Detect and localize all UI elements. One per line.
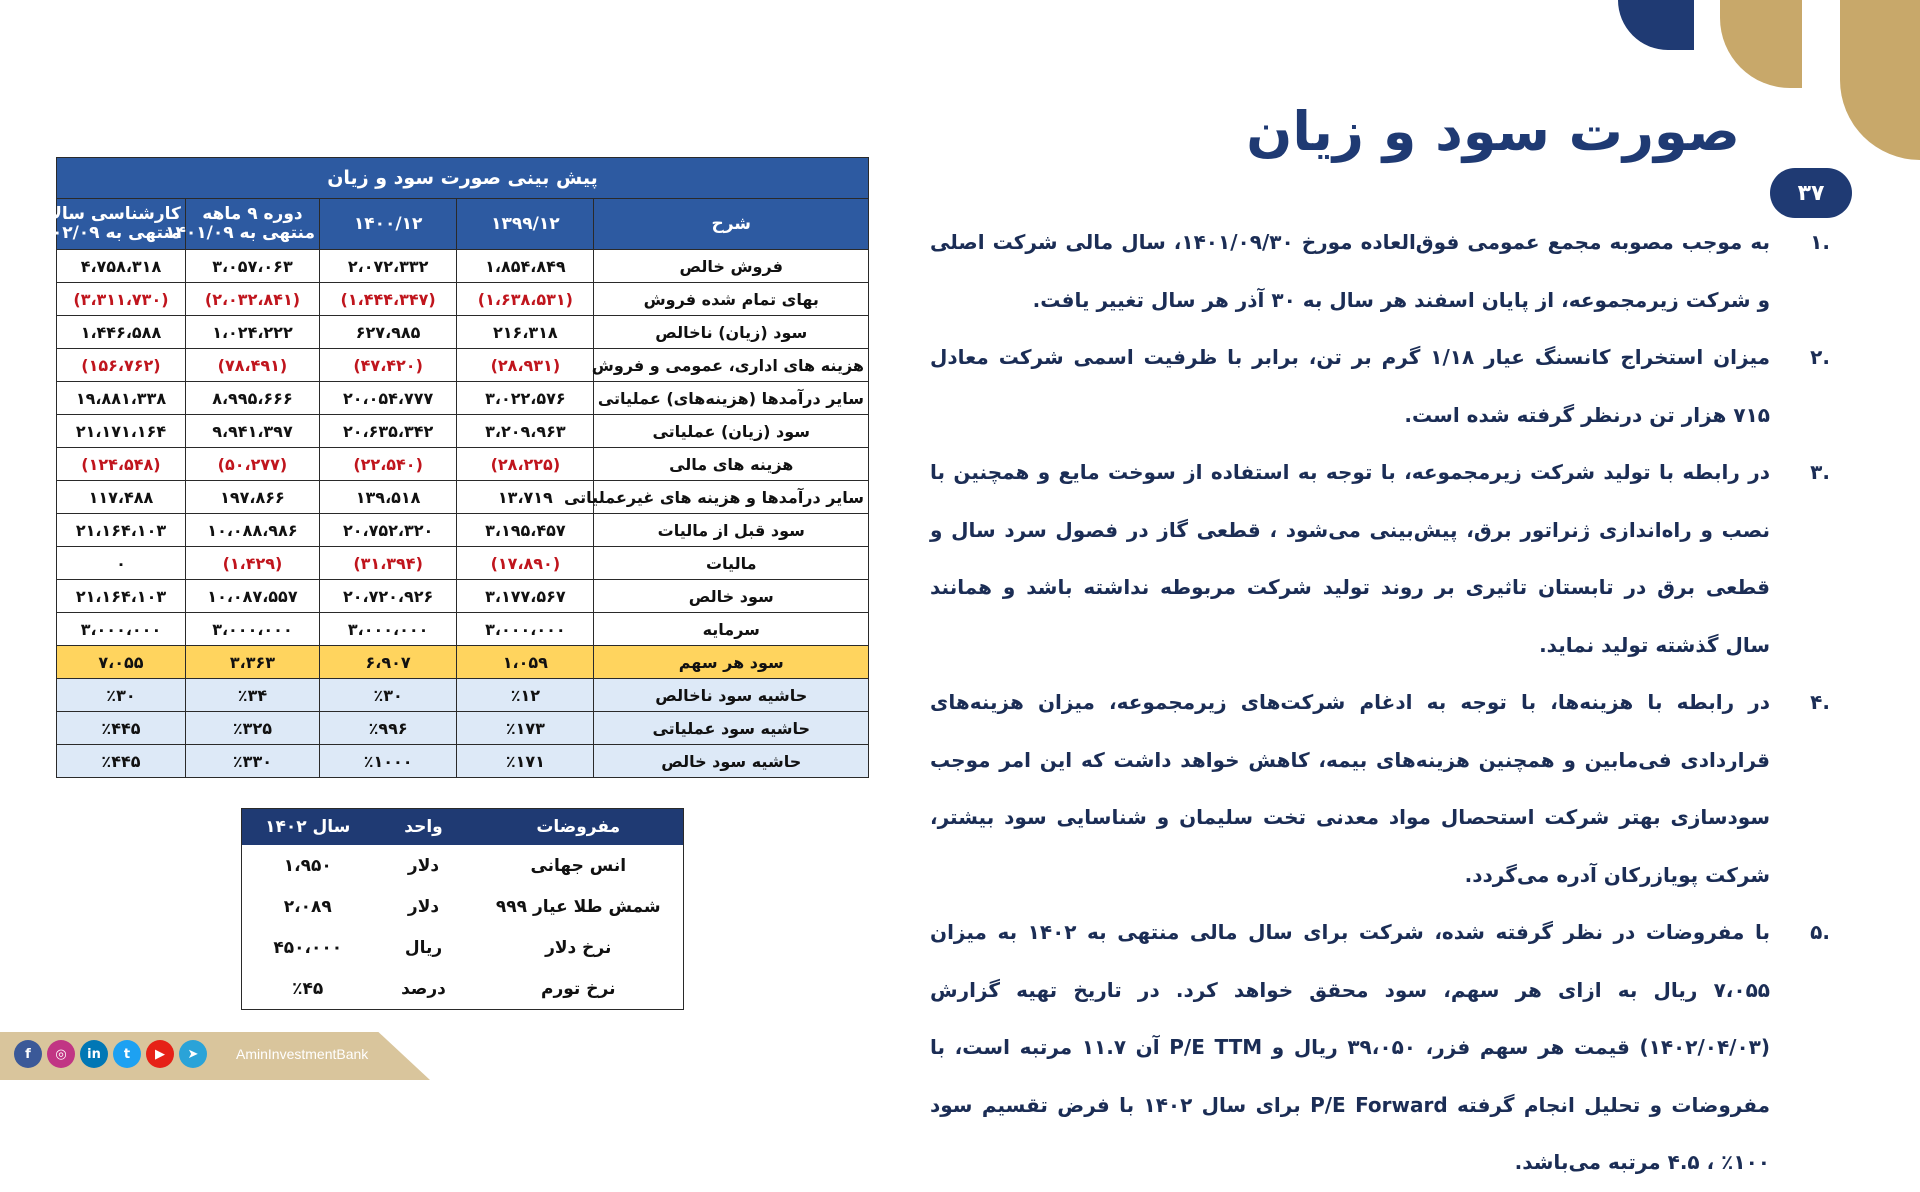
- table-cell: (۱۷،۸۹۰): [457, 547, 594, 580]
- table-cell: ۳،۳۶۳: [185, 646, 319, 679]
- corner-decoration-navy: [1618, 0, 1694, 50]
- row-label: سود (زیان) عملیاتی: [594, 415, 869, 448]
- table-cell: ٪۳۰: [319, 679, 456, 712]
- table-cell: ۳،۰۰۰،۰۰۰: [319, 613, 456, 646]
- note-item: [930, 444, 1830, 674]
- page-title: صورت سود و زیان: [1246, 100, 1740, 163]
- row-label: سرمایه: [594, 613, 869, 646]
- table-cell: ۲۱،۱۶۴،۱۰۳: [57, 514, 186, 547]
- table-cell: ۲،۰۷۲،۳۳۲: [319, 250, 456, 283]
- table-cell: ۱۳،۷۱۹: [457, 481, 594, 514]
- note-item: [930, 214, 1830, 329]
- assumption-unit: دلار: [407, 896, 440, 917]
- table-cell: ۳،۰۰۰،۰۰۰: [185, 613, 319, 646]
- note-number: .۲: [1810, 345, 1830, 369]
- table-row: [57, 382, 869, 415]
- assumption-desc: انس جهانی: [530, 855, 627, 876]
- row-label: هزینه های اداری، عمومی و فروش: [594, 349, 869, 382]
- table-row: [57, 316, 869, 349]
- table-row: [57, 481, 869, 514]
- row-label: مالیات: [594, 547, 869, 580]
- row-label: سایر درآمدها (هزینه‌های) عملیاتی: [594, 382, 869, 415]
- table-row: [242, 968, 684, 1010]
- table-cell: ٪۳۳۰: [185, 745, 319, 778]
- table-cell: ۸،۹۹۵،۶۶۶: [185, 382, 319, 415]
- table-cell: ۹،۹۴۱،۳۹۷: [185, 415, 319, 448]
- corner-decoration-gold-right: [1840, 0, 1920, 160]
- table-cell: ۲۱۶،۳۱۸: [457, 316, 594, 349]
- table-cell: ٪۱۷۳: [457, 712, 594, 745]
- table-cell: ۱،۸۵۴،۸۴۹: [457, 250, 594, 283]
- table-cell: ٪۹۹۶: [319, 712, 456, 745]
- table-cell: (۵۰،۲۷۷): [185, 448, 319, 481]
- youtube-icon[interactable]: ▶: [146, 1040, 174, 1068]
- row-label: حاشیه سود عملیاتی: [594, 712, 869, 745]
- table-row: [242, 845, 684, 886]
- table-cell: (۴۷،۴۲۰): [319, 349, 456, 382]
- table-cell: ۳،۱۷۷،۵۶۷: [457, 580, 594, 613]
- page-number-badge: ۳۷: [1770, 168, 1852, 218]
- assumption-desc: شمش طلا عیار ۹۹۹: [495, 896, 661, 917]
- table-row: [57, 547, 869, 580]
- assumption-value: ۴۵۰،۰۰۰: [273, 937, 343, 958]
- assumptions-header-description: مفروضات: [474, 809, 684, 846]
- row-label: هزینه های مالی: [594, 448, 869, 481]
- table-cell: ۲۰،۶۳۵،۳۴۲: [319, 415, 456, 448]
- note-item: [930, 329, 1830, 444]
- assumptions-header-year: سال ۱۴۰۲: [242, 809, 374, 846]
- table-cell: (۲۸،۹۳۱): [457, 349, 594, 382]
- table-row: [57, 646, 869, 679]
- table-cell: ۱۳۹،۵۱۸: [319, 481, 456, 514]
- note-item: [930, 674, 1830, 904]
- column-header-1399: ۱۳۹۹/۱۲: [457, 199, 594, 250]
- table-cell: (۲۸،۲۲۵): [457, 448, 594, 481]
- table-cell: ۲۱،۱۷۱،۱۶۴: [57, 415, 186, 448]
- table-cell: ۶۲۷،۹۸۵: [319, 316, 456, 349]
- note-text: میزان استخراج کانسنگ عیار ۱/۱۸ گرم بر تن، برابر با ظرفیت اسمی شرکت معادل ۷۱۵ هزار تن درنظر گرفته شده است.: [930, 345, 1770, 427]
- column-header-9month: [165, 199, 319, 250]
- table-cell: (۱،۴۲۹): [185, 547, 319, 580]
- table-cell: ٪۴۴۵: [57, 712, 186, 745]
- table-cell: (۲،۰۳۲،۸۴۱): [185, 283, 319, 316]
- table-cell: ۲۰،۷۵۲،۳۲۰: [319, 514, 456, 547]
- column-header-forecast: [31, 199, 186, 250]
- table-cell: ۰: [57, 547, 186, 580]
- note-text: با مفروضات در نظر گرفته شده، شرکت برای سال مالی منتهی به ۱۴۰۲ به میزان ۷،۰۵۵ ریال به ازای هر سهم، سود محقق خواهد کرد. در تاریخ تهیه گزارش (۱۴۰۲/۰۴/۰۳) قیمت هر سهم فزر، ۳۹،۰۵۰ ریال و P/E TTM آن ۱۱.۷ مرتبه است، با مفروضات و تحلیل انجام گرفته P/E Forward برای سال ۱۴۰۲ با فرض تقسیم سود ۱۰۰٪ ، ۴.۵ مرتبه می‌باشد.: [930, 920, 1771, 1174]
- note-text: در رابطه با تولید شرکت زیرمجموعه، با توجه به استفاده از سوخت مایع و همچنین با نصب و راه‌اندازی ژنراتور برق، پیش‌بینی می‌شود ، قطعی گاز در فصول سرد سال و قطعی برق در تابستان تاثیری بر روند تولید شرکت مربوطه نداشته باشد و همانند سال گذشته تولید نماید.: [930, 460, 1770, 657]
- table-cell: (۷۸،۴۹۱): [185, 349, 319, 382]
- assumption-desc: نرخ دلار: [545, 937, 612, 958]
- table-cell: ۱۹،۸۸۱،۳۳۸: [57, 382, 186, 415]
- income-statement-body: [57, 250, 869, 778]
- table-cell: (۱۲۴،۵۴۸): [57, 448, 186, 481]
- table-cell: ٪۱۰۰۰: [319, 745, 456, 778]
- table-cell: (۱۵۶،۷۶۲): [57, 349, 186, 382]
- table-cell: ۲۱،۱۶۴،۱۰۳: [57, 580, 186, 613]
- table-row: [57, 349, 869, 382]
- header-line: کارشناسی سالانه: [32, 204, 181, 224]
- assumptions-header-unit: واحد: [374, 809, 474, 846]
- table-row: [57, 712, 869, 745]
- table-row: [57, 448, 869, 481]
- telegram-icon[interactable]: ➤: [179, 1040, 207, 1068]
- assumption-unit: درصد: [401, 978, 446, 999]
- assumption-value: ٪۴۵: [292, 978, 324, 999]
- table-caption: پیش بینی صورت سود و زیان: [57, 158, 869, 199]
- row-label: سود خالص: [594, 580, 869, 613]
- corner-decoration-gold: [1720, 0, 1802, 88]
- table-row: [57, 283, 869, 316]
- table-cell: ٪۳۴: [185, 679, 319, 712]
- table-cell: ۳،۲۰۹،۹۶۳: [457, 415, 594, 448]
- assumptions-table: [241, 808, 684, 1010]
- table-cell: ۴،۷۵۸،۳۱۸: [57, 250, 186, 283]
- table-cell: ۳،۰۰۰،۰۰۰: [457, 613, 594, 646]
- table-cell: ٪۳۰: [57, 679, 186, 712]
- table-cell: ۶،۹۰۷: [319, 646, 456, 679]
- table-cell: ۳،۰۲۲،۵۷۶: [457, 382, 594, 415]
- table-cell: ۱،۴۴۶،۵۸۸: [57, 316, 186, 349]
- facebook-icon[interactable]: f: [14, 1040, 42, 1068]
- linkedin-icon[interactable]: in: [80, 1040, 108, 1068]
- table-row: [57, 250, 869, 283]
- table-cell: ۲۰،۰۵۴،۷۷۷: [319, 382, 456, 415]
- notes-list: [930, 214, 1830, 1192]
- row-label: سایر درآمدها و هزینه های غیرعملیاتی: [594, 481, 869, 514]
- table-cell: ۱۹۷،۸۶۶: [185, 481, 319, 514]
- note-item: [930, 904, 1830, 1192]
- table-cell: ۱،۰۲۴،۲۲۲: [185, 316, 319, 349]
- note-number: .۵: [1810, 920, 1830, 944]
- assumptions-body: [242, 845, 684, 1010]
- table-cell: ۱۱۷،۴۸۸: [57, 481, 186, 514]
- table-row: [57, 415, 869, 448]
- table-row: [57, 514, 869, 547]
- table-cell: ٪۴۴۵: [57, 745, 186, 778]
- income-statement-table: [31, 157, 869, 778]
- header-line: دوره ۹ ماهه: [202, 204, 303, 224]
- brand-handle: AminInvestmentBank: [236, 1046, 369, 1062]
- table-cell: ٪۱۷۱: [457, 745, 594, 778]
- table-cell: (۱،۶۳۸،۵۳۱): [457, 283, 594, 316]
- note-number: .۴: [1810, 690, 1830, 714]
- table-cell: ۷،۰۵۵: [57, 646, 186, 679]
- header-line: منتهی به ۱۴۰۲/۰۹: [31, 223, 181, 243]
- row-label: حاشیه سود ناخالص: [594, 679, 869, 712]
- row-label: سود (زیان) ناخالص: [594, 316, 869, 349]
- table-row: [242, 886, 684, 927]
- table-row: [57, 679, 869, 712]
- table-cell: (۳،۳۱۱،۷۳۰): [57, 283, 186, 316]
- table-cell: ۱،۰۵۹: [457, 646, 594, 679]
- table-cell: (۳۱،۳۹۴): [319, 547, 456, 580]
- assumption-value: ۱،۹۵۰: [283, 855, 332, 876]
- row-label: سود هر سهم: [594, 646, 869, 679]
- row-label: سود قبل از مالیات: [594, 514, 869, 547]
- table-cell: ۳،۱۹۵،۴۵۷: [457, 514, 594, 547]
- table-row: [57, 580, 869, 613]
- table-cell: (۱،۴۴۴،۳۴۷): [319, 283, 456, 316]
- table-cell: ۱۰،۰۸۷،۵۵۷: [185, 580, 319, 613]
- note-text: در رابطه با هزینه‌ها، با توجه به ادغام شرکت‌های زیرمجموعه، میزان هزینه‌های قراردادی فی‌مابین و همچنین هزینه‌های بیمه، کاهش خواهد داشت که این امر موجب سودسازی بهتر شرکت استحصال مواد معدنی تخت سلیمان و شناسایی سود بیشتر، شرکت پویازرکان آدره می‌گردد.: [930, 690, 1770, 887]
- row-label: بهای تمام شده فروش: [594, 283, 869, 316]
- twitter-icon[interactable]: t: [113, 1040, 141, 1068]
- table-cell: ۳،۰۰۰،۰۰۰: [57, 613, 186, 646]
- social-links: [14, 1040, 207, 1068]
- assumption-value: ۲،۰۸۹: [283, 896, 332, 917]
- table-cell: ۱۰،۰۸۸،۹۸۶: [185, 514, 319, 547]
- assumption-unit: ریال: [404, 937, 443, 958]
- row-label: حاشیه سود خالص: [594, 745, 869, 778]
- note-number: .۱: [1810, 230, 1830, 254]
- table-cell: ۲۰،۷۲۰،۹۲۶: [319, 580, 456, 613]
- table-cell: ٪۱۲: [457, 679, 594, 712]
- assumption-desc: نرخ تورم: [541, 978, 616, 999]
- table-row: [57, 745, 869, 778]
- instagram-icon[interactable]: ◎: [47, 1040, 75, 1068]
- note-text: به موجب مصوبه مجمع عمومی فوق‌العاده مورخ ۱۴۰۱/۰۹/۳۰، سال مالی شرکت اصلی و شرکت زیرمجموعه، از پایان اسفند هر سال به ۳۰ آذر هر سال تغییر یافت.: [930, 230, 1770, 312]
- header-line: منتهی به ۱۴۰۱/۰۹: [165, 223, 315, 243]
- table-cell: ٪۳۲۵: [185, 712, 319, 745]
- row-label: فروش خالص: [594, 250, 869, 283]
- column-header-description: شرح: [594, 199, 869, 250]
- table-cell: ۳،۰۵۷،۰۶۳: [185, 250, 319, 283]
- table-row: [242, 927, 684, 968]
- table-cell: (۲۲،۵۴۰): [319, 448, 456, 481]
- note-number: .۳: [1810, 460, 1830, 484]
- column-header-1400: ۱۴۰۰/۱۲: [319, 199, 456, 250]
- table-row: [57, 613, 869, 646]
- assumption-unit: دلار: [407, 855, 440, 876]
